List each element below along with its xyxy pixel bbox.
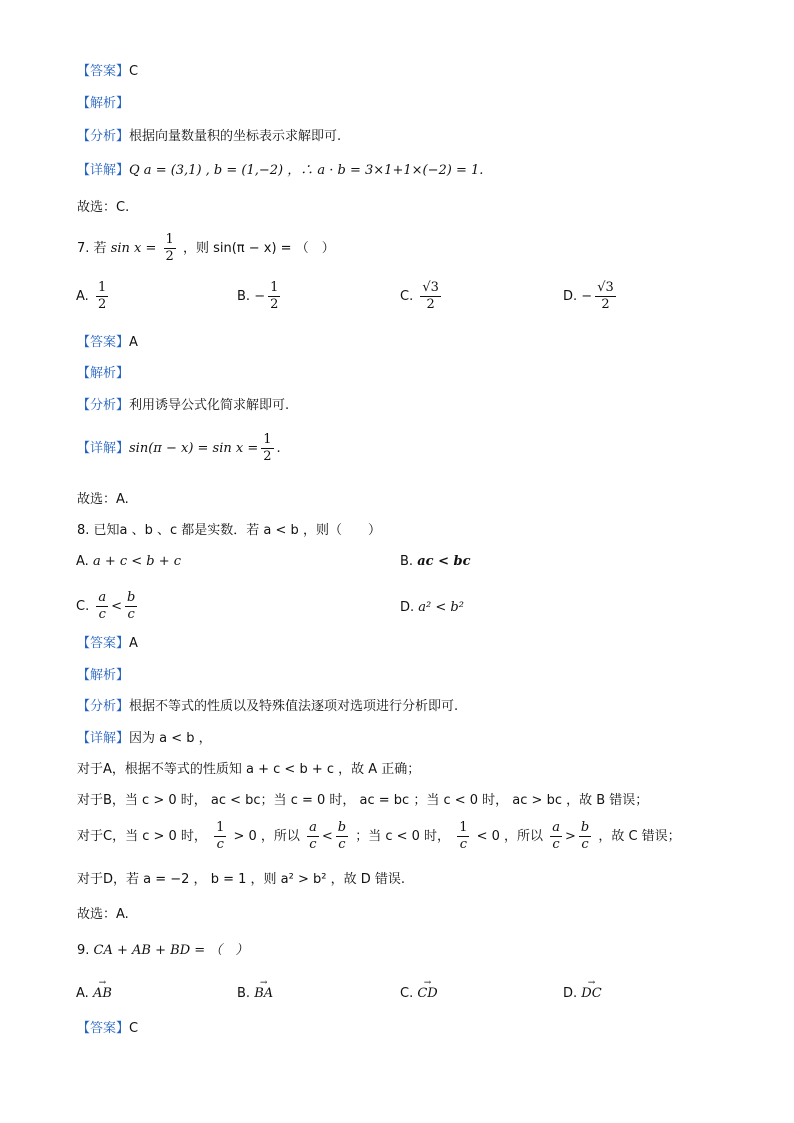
q8-answer: 【答案】A <box>77 636 138 651</box>
q8-option-a[interactable]: A. a + c < b + c <box>76 554 182 569</box>
q9-option-b[interactable]: B. → BA <box>237 984 273 1004</box>
q8-option-b[interactable]: B. ac < bc <box>400 554 471 569</box>
q8-line-a: 对于A，根据不等式的性质知 a + c < b + c ，故 A 正确； <box>77 762 421 777</box>
q8-line-d: 对于D，若 a = −2 ， b = 1 ，则 a² > b² ，故 D 错误. <box>77 872 405 887</box>
q9-stem: 9. CA + AB + BD = （ ） <box>77 943 249 958</box>
q7-option-a[interactable]: A. $\frac{1}{2}$ <box>76 280 107 312</box>
q7-option-d[interactable]: D. − $\frac{√3}{2}$ <box>563 280 614 312</box>
q8-jiexi: 【解析】 <box>77 668 130 683</box>
q7-answer: 【答案】A <box>77 335 138 350</box>
q7-jiexi: 【解析】 <box>77 366 130 381</box>
q7-fenxi: 【分析】利用诱导公式化简求解即可. <box>77 398 290 413</box>
q8-option-d[interactable]: D. a² < b² <box>400 600 464 615</box>
q7-option-b[interactable]: B. − $\frac{1}{2}$ <box>237 280 279 312</box>
q8-line-c: 对于C，当 c > 0 时， $\frac{1}{c}$ > 0 ，所以 $\frac{a}{c}$ < $\frac{b}{c}$ ；当 c < 0 时， $\frac{1}{c}$ < 0 ，所以 $\frac{a}{c}$ > $\frac{b}{c}$ ，故 C 错误； <box>77 820 681 852</box>
q6-conclusion: 故选：C. <box>77 200 130 215</box>
q6-xiangjie: 【详解】Q a = (3,1) , b = (1,−2) ，∴ a · b = 3×1+1×(−2) = 1. <box>77 163 484 178</box>
q8-xiangjie: 【详解】因为 a < b ， <box>77 731 212 746</box>
q8-line-b: 对于B，当 c > 0 时， ac < bc；当 c = 0 时， ac = bc ；当 c < 0 时， ac > bc ，故 B 错误； <box>77 793 649 808</box>
q9-answer: 【答案】C <box>77 1021 139 1036</box>
q9-option-d[interactable]: D. → DC <box>563 984 602 1004</box>
q9-option-a[interactable]: A. → AB <box>76 984 112 1004</box>
q8-option-c[interactable]: C. $\frac{a}{c}$ < $\frac{b}{c}$ <box>76 590 136 622</box>
q6-answer: 【答案】C <box>77 64 139 79</box>
q6-fenxi: 【分析】根据向量数量积的坐标表示求解即可. <box>77 129 342 144</box>
answer-tag: 【答案】 <box>77 64 130 79</box>
q8-fenxi: 【分析】根据不等式的性质以及特殊值法逐项对选项进行分析即可. <box>77 699 459 714</box>
q8-conclusion: 故选：A. <box>77 907 129 922</box>
q9-option-c[interactable]: C. → CD <box>400 984 438 1004</box>
q6-jiexi: 【解析】 <box>77 96 130 111</box>
q7-xiangjie: 【详解】sin(π − x) = sin x = $\frac{1}{2}$ . <box>77 432 281 464</box>
q7-conclusion: 故选：A. <box>77 492 129 507</box>
q7-stem: 7. 若 sin x = $\frac{1}{2}$ ，则 sin(π − x) = （ ） <box>77 232 335 264</box>
q8-stem: 8. 已知a 、b 、c 都是实数．若 a < b ，则（ ） <box>77 523 381 538</box>
q7-stem-fraction: $\frac{1}{2}$ <box>165 232 174 264</box>
q7-option-c[interactable]: C. $\frac{√3}{2}$ <box>400 280 439 312</box>
